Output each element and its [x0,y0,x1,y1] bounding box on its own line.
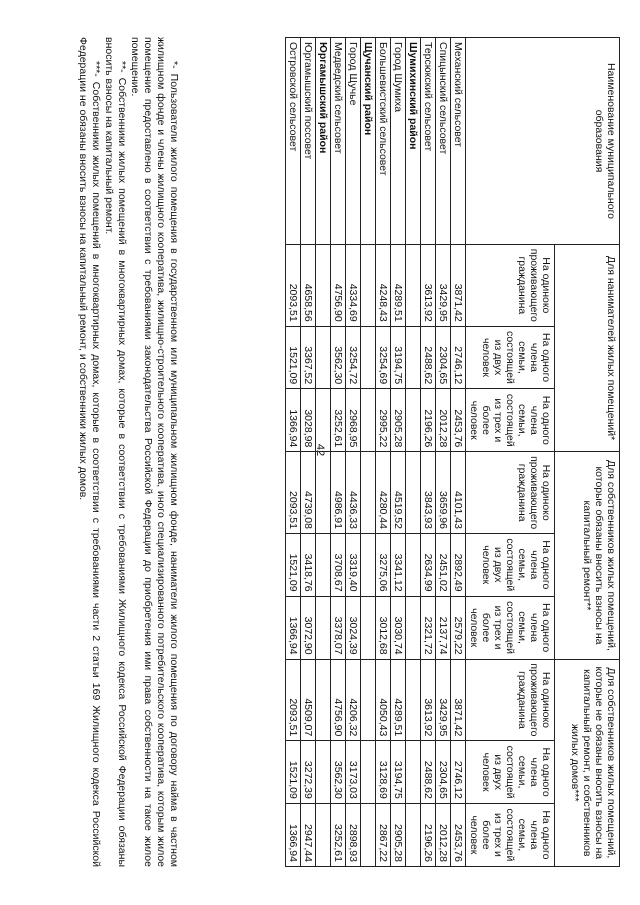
cell-value [316,452,331,534]
cell-value [361,389,376,452]
cell-value [406,534,421,597]
cell-value: 2579,22 [451,596,466,659]
cell-value: 2453,76 [451,389,466,452]
table-row [451,38,466,867]
cell-value: 4101,43 [451,452,466,534]
cell-value: 2947,44 [301,803,316,866]
table-row [286,38,301,867]
cell-value: 3378,07 [331,596,346,659]
sub-header-two: На одного члена семьи, состоящей из двух человек [466,534,555,597]
cell-value [316,326,331,389]
col-group-owners-capital: Для собственников жилых помещений, которые обязаны вносить взносы на капитальный ремонт** [555,452,620,659]
cell-value: 1521,09 [286,326,301,389]
page-number: 42 [314,443,327,457]
cell-value [316,245,331,327]
sub-header-three: На одного члена семьи, состоящей из трех и более человек [466,803,555,866]
cell-value: 2905,28 [391,803,406,866]
cell-value [361,326,376,389]
cell-value: 4986,91 [331,452,346,534]
cell-value: 3028,98 [301,389,316,452]
cell-value: 2746,12 [451,741,466,804]
cell-value: 3030,74 [391,596,406,659]
cell-value: 2196,26 [421,389,436,452]
cell-value: 3843,93 [421,452,436,534]
cell-value: 2012,28 [436,803,451,866]
col-group-owners-no-capital: Для собственников жилых помещений, которые не обязаны вносить взносы на капитальный ремонт, и собственников жилых домов*** [555,659,620,866]
cell-value [316,389,331,452]
cell-value: 4334,69 [346,245,361,327]
cell-value: 2746,12 [451,326,466,389]
cell-value: 4050,43 [376,659,391,741]
cell-value: 3254,72 [346,326,361,389]
row-name: Шумихинский район [406,38,421,245]
sub-header-single: На одиноко проживающего гражданина [466,659,555,741]
cell-value: 4280,44 [376,452,391,534]
cell-value [406,803,421,866]
cell-value: 3562,30 [331,326,346,389]
cell-value: 2905,28 [391,389,406,452]
cell-value: 4206,32 [346,659,361,741]
cell-value: 2995,22 [376,389,391,452]
cell-value [406,596,421,659]
cell-value: 4756,90 [331,659,346,741]
table-region-row [406,38,421,867]
cell-value: 3613,92 [421,659,436,741]
cell-value: 3659,96 [436,452,451,534]
row-name: Большевистский сельсовет [376,38,391,245]
table-body [286,38,466,867]
cell-value [316,534,331,597]
cell-value: 4756,90 [331,245,346,327]
cell-value: 3254,69 [376,326,391,389]
cell-value: 2488,62 [421,741,436,804]
table-region-row [361,38,376,867]
col-header-name: Наименование муниципального образования [466,38,620,245]
row-name: Город Щучье [346,38,361,245]
cell-value: 3319,40 [346,534,361,597]
cell-value [406,741,421,804]
cell-value [361,452,376,534]
cell-value: 3072,90 [301,596,316,659]
cell-value: 2488,62 [421,326,436,389]
cell-value: 3272,39 [301,741,316,804]
cell-value: 3012,68 [376,596,391,659]
table-row [421,38,436,867]
cell-value: 2304,65 [436,741,451,804]
cell-value: 3252,61 [331,803,346,866]
table-region-row [316,38,331,867]
row-name: Островской сельсовет [286,38,301,245]
cell-value: 3367,52 [301,326,316,389]
cell-value [406,326,421,389]
cell-value: 1521,09 [286,534,301,597]
cell-value: 1366,94 [286,596,301,659]
cell-value: 3418,76 [301,534,316,597]
cell-value: 2892,49 [451,534,466,597]
norms-table [285,37,620,867]
cell-value: 3173,03 [346,741,361,804]
cell-value: 4739,08 [301,452,316,534]
cell-value: 4289,51 [391,659,406,741]
table-header-group-row [555,38,620,867]
cell-value: 4289,51 [391,245,406,327]
rotated-page-content [20,37,620,867]
cell-value [361,659,376,741]
row-name: Медведский сельсовет [331,38,346,245]
row-name: Город Шумиха [391,38,406,245]
row-name: Терсюкский сельсовет [421,38,436,245]
cell-value: 3708,67 [331,534,346,597]
cell-value: 3194,75 [391,326,406,389]
cell-value: 3871,42 [451,659,466,741]
table-row [436,38,451,867]
cell-value [406,452,421,534]
cell-value [406,659,421,741]
cell-value: 2634,99 [421,534,436,597]
cell-value [316,803,331,866]
table-row [346,38,361,867]
footnotes [76,37,180,867]
sub-header-single: На одиноко проживающего гражданина [466,452,555,534]
cell-value [406,389,421,452]
cell-value [361,803,376,866]
cell-value: 3562,30 [331,741,346,804]
cell-value: 3429,95 [436,245,451,327]
cell-value: 2093,51 [286,452,301,534]
sub-header-two: На одного члена семьи, состоящей из двух человек [466,326,555,389]
cell-value: 1366,94 [286,389,301,452]
table-row [301,38,316,867]
cell-value: 2968,95 [346,389,361,452]
sub-header-single: На одиноко проживающего гражданина [466,245,555,327]
cell-value: 2012,28 [436,389,451,452]
footnote-3: ***- Собственники жилых помещений в многоквартирных домах, которые в соответствии с требованиями части 2 статьи 169 Жилищного кодекса Российской Федерации не обязаны вносить взносы на капитальный ремонт, и собственники жилых домов. [77,37,102,867]
cell-value [361,534,376,597]
cell-value: 1366,94 [286,803,301,866]
cell-value: 3871,42 [451,245,466,327]
cell-value [361,596,376,659]
footnote-2: **- Собственники жилых помещений в многоквартирных домах, которые в соответствии с требованиями Жилищного кодекса Российской Федерации обязаны вносить взносы на капитальный ремонт. [103,37,128,867]
table-row [376,38,391,867]
cell-value: 4658,56 [301,245,316,327]
table-row [391,38,406,867]
cell-value [316,596,331,659]
sub-header-three: На одного члена семьи, состоящей из трех и более человек [466,389,555,452]
cell-value: 4519,52 [391,452,406,534]
cell-value: 3128,69 [376,741,391,804]
row-name: Юргамышский район [316,38,331,245]
cell-value [361,245,376,327]
cell-value: 4509,07 [301,659,316,741]
cell-value: 3024,39 [346,596,361,659]
cell-value: 3341,12 [391,534,406,597]
row-name: Юргамышский поссовет [301,38,316,245]
footnote-1: *- Пользователи жилого помещения в государственном или муниципальном жилищном фонде, наниматели жилого помещения по договору найма в частном жилищном фонде и члены жилищного кооператива, жилищно-строительного кооператива, иного специализированного потребительского кооператива, которым жилое помещение предоставлено в соответствии с требованиями законодательства Российской Федерации до приобретения ими права собственности на такое жилое помещение. [129,37,180,867]
col-group-tenants: Для нанимателей жилых помещений* [555,245,620,452]
row-name: Щучанский район [361,38,376,245]
cell-value: 2867,22 [376,803,391,866]
table-row [331,38,346,867]
cell-value: 3275,06 [376,534,391,597]
cell-value: 3252,61 [331,389,346,452]
cell-value: 2321,72 [421,596,436,659]
cell-value: 1521,09 [286,741,301,804]
cell-value: 2093,51 [286,659,301,741]
cell-value [316,659,331,741]
row-name: Спицынский сельсовет [436,38,451,245]
cell-value: 2196,26 [421,803,436,866]
cell-value [406,245,421,327]
cell-value: 4436,33 [346,452,361,534]
cell-value: 3613,92 [421,245,436,327]
sub-header-three: На одного члена семьи, состоящей из трех и более человек [466,596,555,659]
cell-value: 2453,76 [451,803,466,866]
cell-value: 2137,74 [436,596,451,659]
cell-value: 2093,51 [286,245,301,327]
cell-value: 3194,75 [391,741,406,804]
cell-value: 2898,93 [346,803,361,866]
cell-value [316,741,331,804]
cell-value [361,741,376,804]
cell-value: 2451,02 [436,534,451,597]
cell-value: 4248,43 [376,245,391,327]
cell-value: 3429,95 [436,659,451,741]
cell-value: 2304,65 [436,326,451,389]
row-name: Механский сельсовет [451,38,466,245]
sub-header-two: На одного члена семьи, состоящей из двух человек [466,741,555,804]
